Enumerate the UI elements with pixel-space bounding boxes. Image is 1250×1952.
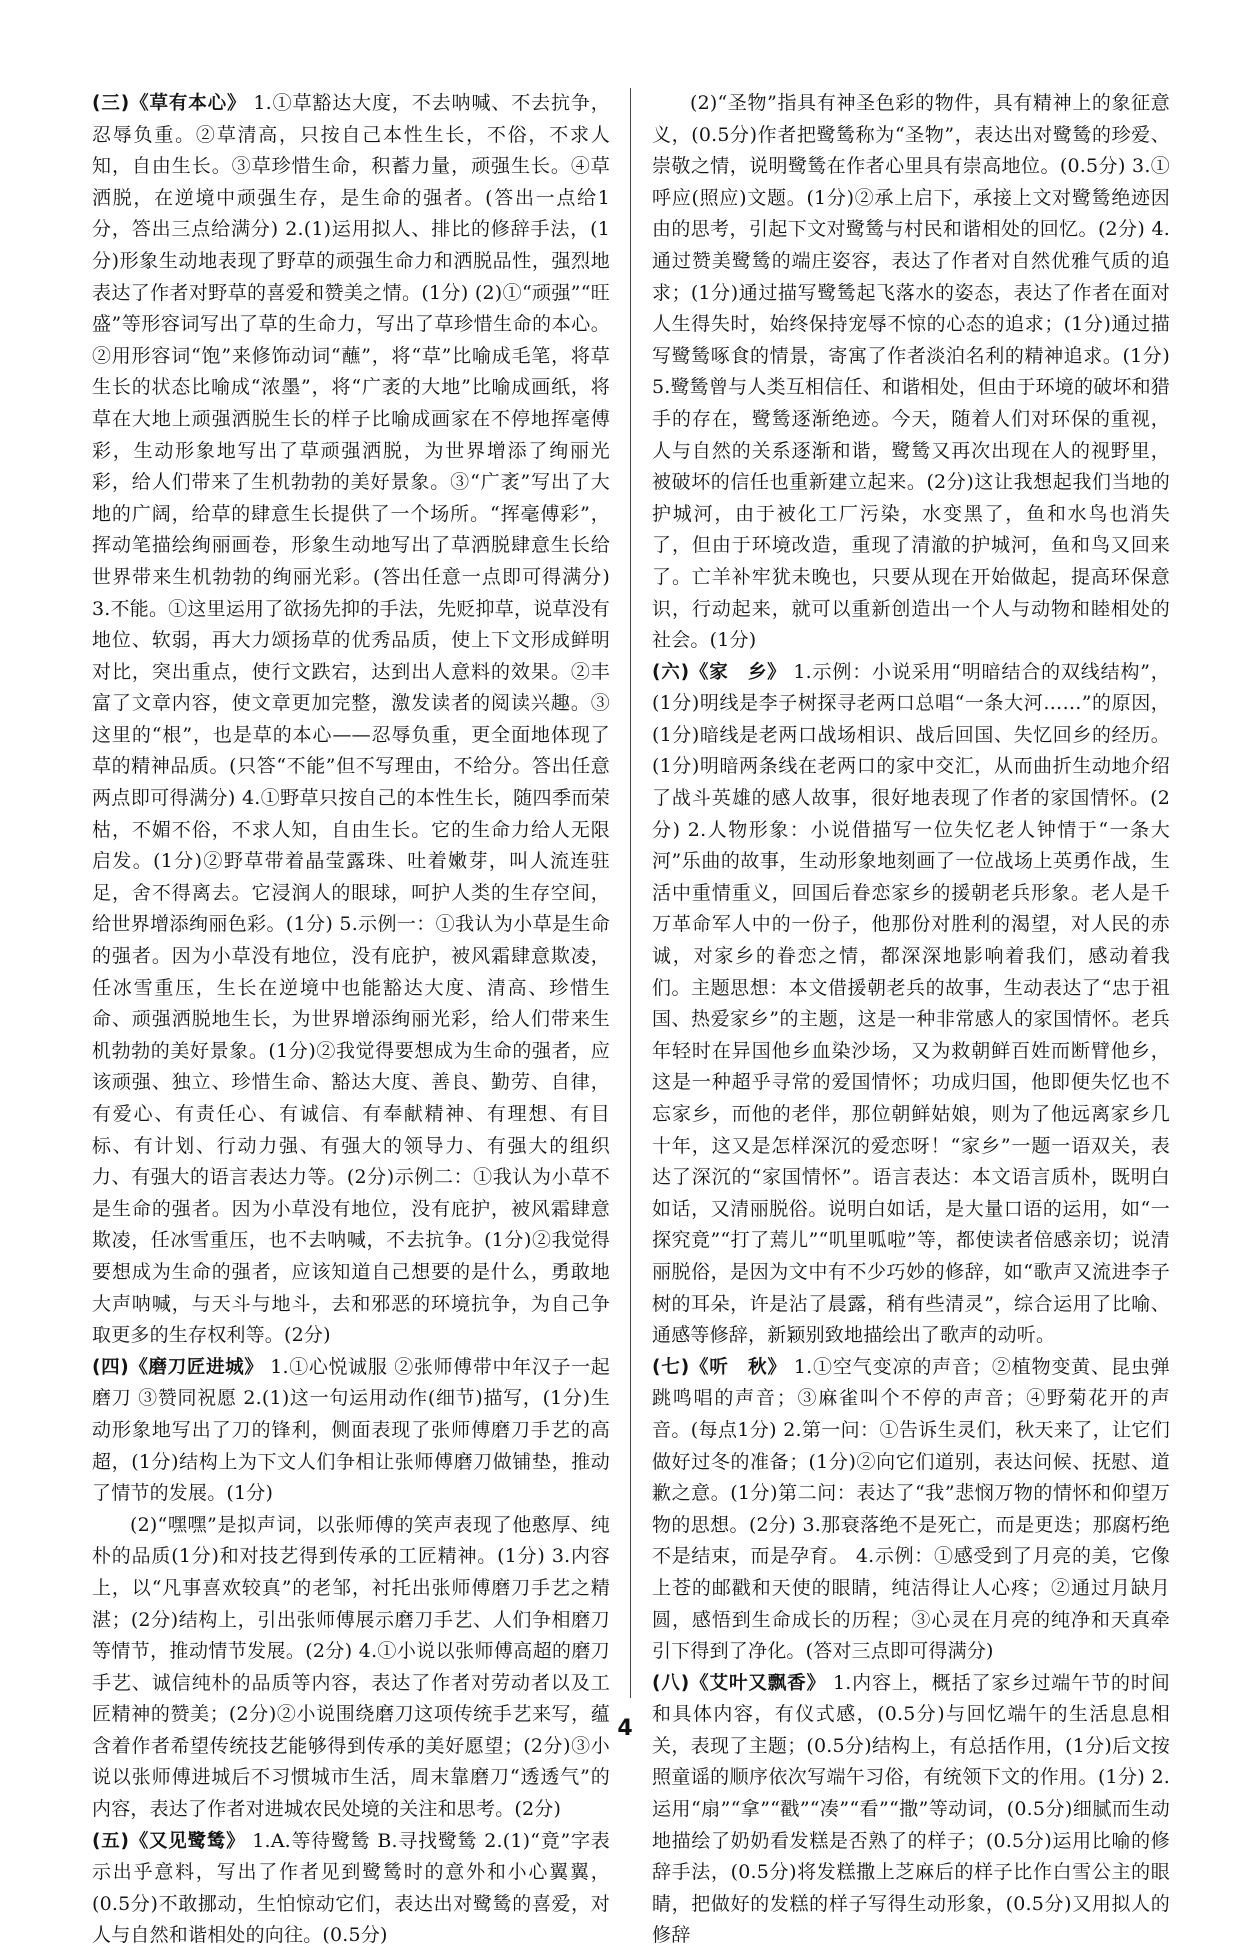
- section-4-title: (四)《磨刀匠进城》: [92, 1356, 264, 1378]
- section-5-title: (五)《又见鹭鸶》: [92, 1830, 246, 1852]
- section-6-answers: 1.示例：小说采用“明暗结合的双线结构”，(1分)明线是李子树探寻老两口总唱“一条大河……”的原因，(1分)暗线是老两口战场相识、战后回国、失忆回乡的经历。(1分)明暗两条线在老两口的家中交汇，从而曲折生动地介绍了战斗英雄的感人故事，很好地表现了作者的家国情怀。(2分) 2.人物形象：小说借描写一位失忆老人钟情于“一条大河”乐曲的故事，生动形象地刻画了一位战场上英勇作战，生活中重情重义，回国后眷恋家乡的援朝老兵形象。老人是千万革命军人中的一份子，他那份对胜利的渴望，对人民的赤诚，对家乡的眷恋之情，都深深地影响着我们，感动着我们。主题思想：本文借援朝老兵的故事，生动表达了“忠于祖国、热爱家乡”的主题，这是一种非常感人的家国情怀。老兵年轻时在异国他乡血染沙场，又为救朝鲜百姓而断臂他乡，这是一种超乎寻常的爱国情怀；功成归国，他即便失忆也不忘家乡，而他的老伴，那位朝鲜姑娘，则为了他远离家乡几十年，这又是怎样深沉的爱恋呀！“家乡”一题一语双关，表达了深沉的“家国情怀”。语言表达：本文语言质朴，既明白如话，又清丽脱俗。说明白如话，是大量口语的运用，如“一探究竟”“打了蔫儿”“叽里呱啦”等，都使读者倍感亲切；说清丽脱俗，是因为文中有不少巧妙的修辞，如“歌声又流进李子树的耳朵，许是沾了晨露，稍有些清灵”，综合运用了比喻、通感等修辞，新颖别致地描绘出了歌声的动听。: [652, 660, 1171, 1347]
- section-7: [652, 1352, 1170, 1668]
- answer-page: [92, 88, 1184, 1947]
- section-4: [92, 1352, 610, 1510]
- section-7-title: (七)《听 秋》: [652, 1356, 787, 1378]
- section-8: [652, 1668, 1170, 1952]
- section-6: [652, 657, 1170, 1352]
- section-6-title: (六)《家 乡》: [652, 661, 787, 683]
- column-divider: [630, 88, 631, 1698]
- section-8-title: (八)《艾叶又飘香》: [652, 1672, 826, 1694]
- page-number: 4: [617, 1716, 633, 1741]
- section-3-answers: 1.①草豁达大度，不去呐喊、不去抗争，忍辱负重。②草清高，只按自己本性生长，不俗，不求人知，自由生长。③草珍惜生命，积蓄力量，顽强生长。④草洒脱，在逆境中顽强生存，是生命的强者。(答出一点给1分，答出三点给满分) 2.(1)运用拟人、排比的修辞手法，(1分)形象生动地表现了野草的顽强生命力和洒脱品性，强烈地表达了作者对野草的喜爱和赞美之情。(1分) (2)①“顽强”“旺盛”等形容词写出了草的生命力，写出了草珍惜生命的本心。②用形容词“饱”来修饰动词“蘸”，将“草”比喻成毛笔，将草生长的状态比喻成“浓墨”，将“广袤的大地”比喻成画纸，将草在大地上顽强洒脱生长的样子比喻成画家在不停地挥毫傅彩，生动形象地写出了草顽强洒脱，为世界增添了绚丽光彩，给人们带来了生机勃勃的美好景象。③“广袤”写出了大地的广阔，给草的肆意生长提供了一个场所。“挥毫傅彩”，挥动笔描绘绚丽画卷，形象生动地写出了草洒脱肆意生长给世界带来生机勃勃的绚丽光彩。(答出任意一点即可得满分) 3.不能。①这里运用了欲扬先抑的手法，先贬抑草，说草没有地位、软弱，再大力颂扬草的优秀品质，使上下文形成鲜明对比，突出重点，使行文跌宕，达到出人意料的效果。②丰富了文章内容，使文章更加完整，激发读者的阅读兴趣。③这里的“根”，也是草的本心——忍辱负重，更全面地体现了草的精神品质。(只答“不能”但不写理由，不给分。答出任意两点即可得满分) 4.①野草只按自己的本性生长，随四季而荣枯，不媚不俗，不求人知，自由生长。它的生命力给人无限启发。(1分)②野草带着晶莹露珠、吐着嫩芽，叫人流连驻足，舍不得离去。它浸润人的眼球，呵护人类的生存空间，给世界增添绚丽色彩。(1分) 5.示例一：①我认为小草是生命的强者。因为小草没有地位，没有庇护，被风霜肆意欺凌，任冰雪重压，生长在逆境中也能豁达大度、清高、珍惜生命、顽强洒脱地生长，为世界增添绚丽光彩，给人们带来生机勃勃的美好景象。(1分)②我觉得要想成为生命的强者，应该顽强、独立、珍惜生命、豁达大度、善良、勤劳、自律，有爱心、有责任心、有诚信、有奉献精神、有理想、有目标、有计划、行动力强、有强大的领导力、有强大的组织力、有强大的语言表达力等。(2分)示例二：①我认为小草不是生命的强者。因为小草没有地位，没有庇护，被风霜肆意欺凌，任冰雪重压，也不去呐喊，不去抗争。(1分)②我觉得要想成为生命的强者，应该知道自己想要的是什么，勇敢地大声呐喊，与天斗与地斗，去和邪恶的环境抗争，为自己争取更多的生存权利等。(2分): [92, 92, 610, 1347]
- section-7-answers: 1.①空气变凉的声音；②植物变黄、昆虫弹跳鸣唱的声音；③麻雀叫个不停的声音；④野菊花开的声音。(每点1分) 2.第一问：①告诉生灵们，秋天来了，让它们做好过冬的准备；(1分)②向它们道别，表达问候、抚慰、道歉之意。(1分)第二问：表达了“我”悲悯万物的情怀和仰望万物的思想。(2分) 3.那衰落绝不是死亡，而是更迭；那腐朽绝不是结束，而是孕育。 4.示例：①感受到了月亮的美，它像上苍的邮戳和天使的眼睛，纯洁得让人心疼；②通过月缺月圆，感悟到生命成长的历程；③心灵在月亮的纯净和天真牵引下得到了净化。(答对三点即可得满分): [652, 1355, 1170, 1663]
- section-5-answers: 1.A.等待鹭鸶 B.寻找鹭鸶 2.(1)“竟”字表示出乎意料，写出了作者见到鹭鸶时的意外和小心翼翼，(0.5分)不敢挪动，生怕惊动它们，表达出对鹭鸶的喜爱，对人与自然和谐相处的向往。(0.5分): [92, 1829, 610, 1947]
- section-5-answers-cont: (2)“圣物”指具有神圣色彩的物件，具有精神上的象征意义，(0.5分)作者把鹭鸶称为“圣物”，表达出对鹭鸶的珍爱、崇敬之情，说明鹭鸶在作者心里具有崇高地位。(0.5分) 3.①呼应(照应)文题。(1分)②承上启下，承接上文对鹭鸶绝迹因由的思考，引起下文对鹭鸶与村民和谐相处的回忆。(2分) 4.通过赞美鹭鸶的端庄姿容，表达了作者对自然优雅气质的追求；(1分)通过描写鹭鸶起飞落水的姿态，表达了作者在面对人生得失时，始终保持宠辱不惊的心态的追求；(1分)通过描写鹭鸶啄食的情景，寄寓了作者淡泊名利的精神追求。(1分) 5.鹭鸶曾与人类互相信任、和谐相处，但由于环境的破坏和猎手的存在，鹭鸶逐渐绝迹。今天，随着人们对环保的重视，人与自然的关系逐渐和谐，鹭鸶又再次出现在人的视野里，被破坏的信任也重新建立起来。(2分)这让我想起我们当地的护城河，由于被化工厂污染，水变黑了，鱼和水鸟也消失了，但由于环境改造，重现了清澈的护城河，鱼和鸟又回来了。亡羊补牢犹未晚也，只要从现在开始做起，提高环保意识，行动起来，就可以重新创造出一个人与动物和睦相处的社会。(1分): [652, 92, 1170, 652]
- section-8-answers: 1.内容上，概括了家乡过端午节的时间和具体内容，有仪式感，(0.5分)与回忆端午的生活息息相关，表现了主题；(0.5分)结构上，有总括作用，(1分)后文按照童谣的顺序依次写端午习俗，有统领下文的作用。(1分) 2.运用“扇”“拿”“戳”“凑”“看”“撒”等动词，(0.5分)细腻而生动地描绘了奶奶看发糕是否熟了的样子；(0.5分)运用比喻的修辞手法，(0.5分)将发糕撒上芝麻后的样子比作白雪公主的眼睛，把做好的发糕的样子写得生动形象，(0.5分)又用拟人的修辞: [652, 1671, 1170, 1947]
- section-5: [92, 1826, 610, 1952]
- left-column: [92, 88, 610, 1947]
- right-column: [652, 88, 1171, 1947]
- section-4-answers-cont: (2)“嘿嘿”是拟声词，以张师傅的笑声表现了他憨厚、纯朴的品质(1分)和对技艺得到传承的工匠精神。(1分) 3.内容上，以“凡事喜欢较真”的老邹，衬托出张师傅磨刀手艺之精湛；(2分)结构上，引出张师傅展示磨刀手艺、人们争相磨刀等情节，推动情节发展。(2分) 4.①小说以张师傅高超的磨刀手艺、诚信纯朴的品质等内容，表达了作者对劳动者以及工匠精神的赞美；(2分)②小说围绕磨刀这项传统手艺来写，蕴含着作者希望传统技艺能够得到传承的美好愿望；(2分)③小说以张师傅进城后不习惯城市生活，周末靠磨刀“透透气”的内容，表达了作者对进城农民处境的关注和思考。(2分): [92, 1513, 610, 1821]
- section-3: [92, 88, 610, 1352]
- section-4-answers: 1.①心悦诚服 ②张师傅带中年汉子一起磨刀 ③赞同祝愿 2.(1)这一句运用动作(细节)描写，(1分)生动形象地写出了刀的锋利，侧面表现了张师傅磨刀手艺的高超，(1分)结构上为下文人们争相让张师傅磨刀做铺垫，推动了情节的发展。(1分): [92, 1355, 610, 1505]
- section-3-title: (三)《草有本心》: [92, 93, 247, 114]
